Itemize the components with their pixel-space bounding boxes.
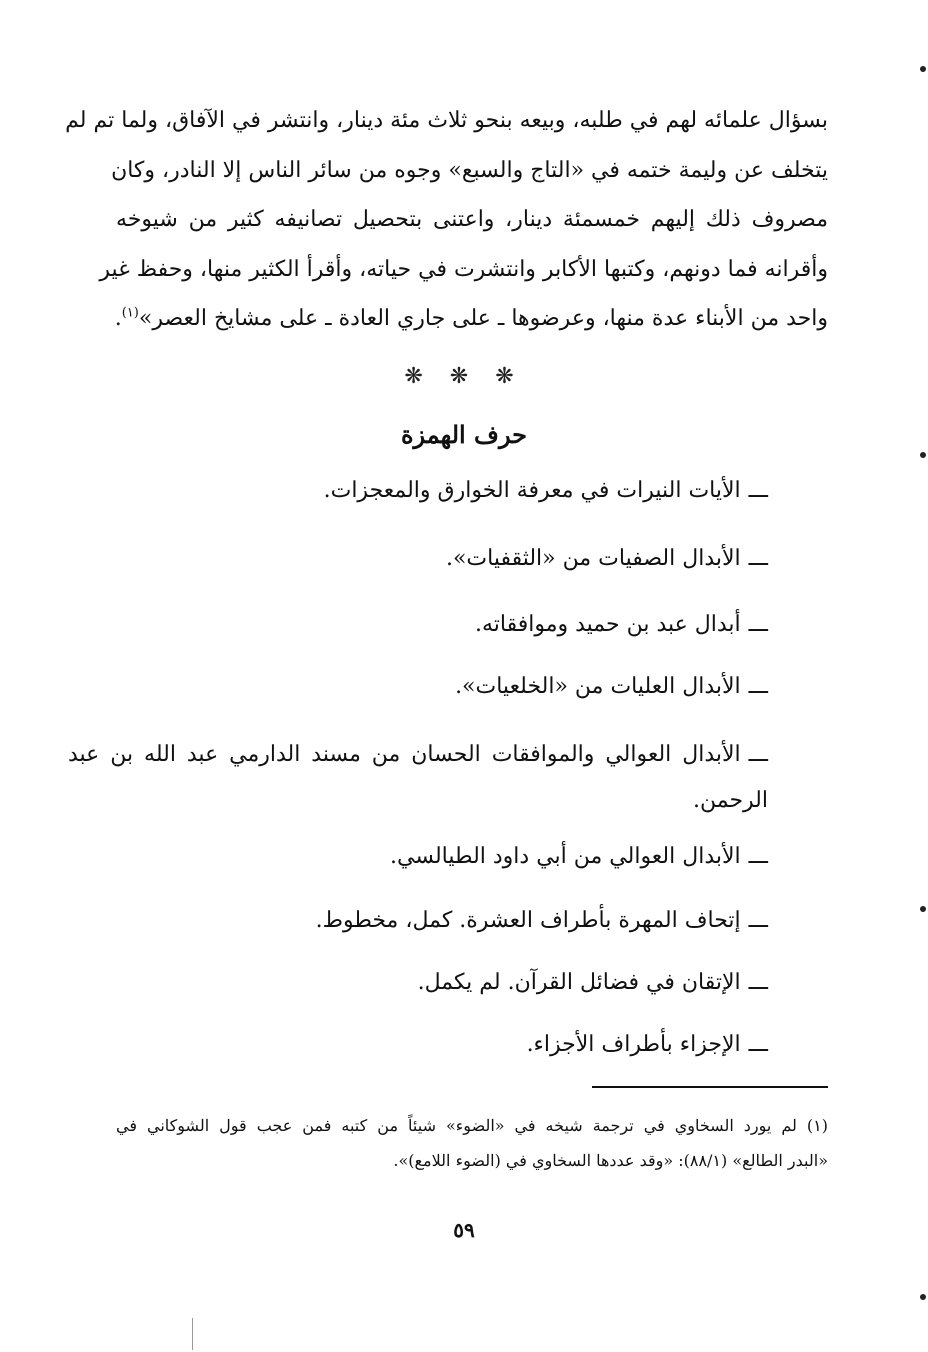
footnote-line: (١) لم يورد السخاوي في ترجمة شيخه في «الضوء» شيئاً من كتبه فمن عجب قول الشوكاني في (116, 1116, 828, 1135)
page-number: ٥٩ (453, 1218, 475, 1242)
entry-text: الإجزاء بأطراف الأجزاء. (526, 1032, 741, 1057)
entry-text: الأبدال الصفيات من «الثقفيات». (445, 546, 741, 571)
entry-text: الأبدال العليات من «الخلعيات». (455, 674, 741, 699)
dash-marker: ـــ (748, 844, 768, 869)
list-item (324, 478, 768, 503)
entry-text: الإتقان في فضائل القرآن. لم يكمل. (417, 970, 741, 995)
intro-line-last (116, 294, 828, 344)
dash-marker: ـــ (748, 970, 768, 995)
entry-text: إتحاف المهرة بأطراف العشرة. كمل، مخطوط. (315, 908, 741, 933)
entry-text: الأبدال العوالي والموافقات الحسان من مسند الدارمي عبد الله بن عبد الرحمن. (68, 742, 768, 813)
intro-line: بسؤال علمائه لهم في طلبه، وبيعه بنحو ثلاث مئة دينار، وانتشر في الآفاق، ولما تم لم (65, 108, 828, 133)
list-item (527, 1032, 768, 1057)
footnote-marker[interactable]: (١) (121, 305, 139, 321)
closing-punct: . (114, 306, 122, 331)
dash-marker: ـــ (748, 478, 768, 503)
dash-marker: ـــ (748, 612, 768, 637)
dash-marker: ـــ (748, 546, 768, 571)
scan-dot (920, 66, 926, 72)
scan-mark (192, 1318, 193, 1350)
entry-text: الأبدال العوالي من أبي داود الطيالسي. (390, 844, 741, 869)
dash-marker: ـــ (748, 908, 768, 933)
entry-text: الأيات النيرات في معرفة الخوارق والمعجزات. (323, 478, 741, 503)
intro-line: يتخلف عن وليمة ختمه في «التاج والسبع» وجوه من سائر الناس إلا النادر، وكان (111, 157, 828, 183)
scan-dot (920, 906, 926, 912)
list-item (316, 908, 768, 933)
list-item (455, 674, 768, 699)
footnote-line: «البدر الطالع» (٨٨/١): «وقد عددها السخاوي في (الضوء اللامع)». (393, 1151, 828, 1170)
section-separator: ❋ ❋ ❋ (404, 364, 524, 389)
section-title: حرف الهمزة (400, 420, 528, 449)
intro-line: وأقرانه فما دونهم، وكتبها الأكابر وانتشرت في حياته، وأقرأ الكثير منها، وحفظ غير (99, 256, 828, 282)
footnote (116, 1108, 828, 1178)
list-item (475, 612, 768, 637)
footnote-divider (592, 1086, 828, 1088)
intro-paragraph (65, 96, 828, 344)
dash-marker: ـــ (748, 1032, 768, 1057)
list-item (418, 970, 768, 995)
entry-text: أبدال عبد بن حميد وموافقاته. (474, 612, 741, 637)
intro-line: مصروف ذلك إليهم خمسمئة دينار، واعتنى بتحصيل تصانيفه كثير من شيوخه (116, 207, 828, 232)
scan-dot (920, 452, 926, 458)
intro-line-text: واحد من الأبناء عدة منها، وعرضوها ـ على جاري العادة ـ على مشايخ العصر» (138, 306, 828, 331)
list-item (446, 546, 768, 571)
scan-dot (920, 1294, 926, 1300)
list-item (68, 732, 768, 824)
dash-marker: ـــ (748, 674, 768, 699)
list-item (390, 844, 768, 869)
dash-marker: ـــ (748, 742, 768, 767)
